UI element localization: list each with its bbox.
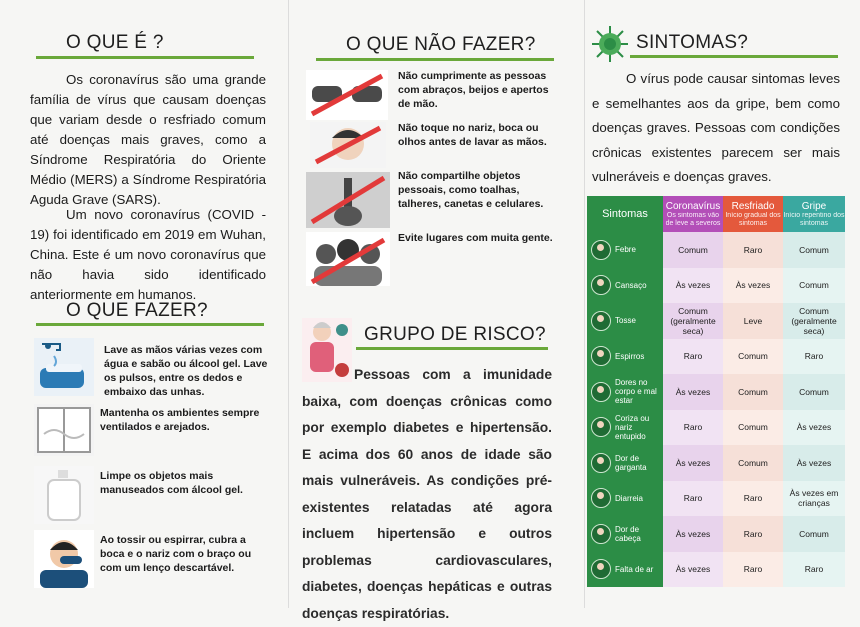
coronavirus-cell: Às vezes — [663, 445, 723, 481]
what-to-do-item: Lave as mãos várias vezes com água e sabão ou álcool gel. Lave os pulsos, entre os dedos e embaixo das unhas. — [104, 344, 268, 398]
cold-cell: Raro — [723, 232, 783, 268]
coronavirus-cell: Raro — [663, 339, 723, 375]
table-row — [587, 268, 845, 304]
flu-cell: Às vezes — [783, 445, 845, 481]
face-touch-crossed-icon — [310, 122, 386, 168]
title-underline — [630, 55, 838, 58]
symptom-avatar-icon — [591, 311, 611, 331]
symptom-avatar-icon — [591, 488, 611, 508]
cold-cell: Comum — [723, 445, 783, 481]
title-underline — [36, 56, 254, 59]
table-row — [587, 445, 845, 481]
symptom-name: Cansaço — [615, 280, 647, 290]
cold-cell: Leve — [723, 303, 783, 339]
what-not-item: Não toque no nariz, boca ou olhos antes de lavar as mãos. — [398, 122, 547, 148]
cough-icon — [34, 530, 94, 588]
cold-cell: Comum — [723, 339, 783, 375]
table-row — [587, 410, 845, 446]
table-row — [587, 516, 845, 552]
what-to-do-item: Mantenha os ambientes sempre ventilados e arejados. — [100, 407, 260, 433]
title-underline — [36, 323, 264, 326]
crowd-crossed-icon — [306, 232, 390, 286]
flu-cell: Comum — [783, 516, 845, 552]
symptom-name: Diarreia — [615, 493, 644, 503]
flu-cell: Às vezes em crianças — [783, 481, 845, 517]
header-symptoms: Sintomas — [587, 196, 663, 232]
symptom-avatar-icon — [591, 524, 611, 544]
symptom-name: Coriza ou nariz entupido — [615, 413, 650, 441]
fold-line — [584, 0, 585, 608]
gel-bottle-icon — [34, 466, 94, 524]
table-header-row — [587, 196, 845, 232]
header-coronavirus: Coronavírus Os sintomas vão de leve a severos — [663, 196, 723, 232]
flu-cell: Comum — [783, 374, 845, 410]
header-flu: Gripe Início repentino dos sintomas — [783, 196, 845, 232]
risk-group-text: Pessoas com a imunidade baixa, com doenças crônicas como por exemplo diabetes e hipertensão. E acima dos 60 anos de idade são mais vulneráveis. As condições pré-existentes relatadas até agora incluem hipertensão e outros problemas cardiovasculares, diabetes, doenças hepáticas e outras doenças respiratórias. — [302, 367, 552, 621]
table-row — [587, 303, 845, 339]
flu-cell: Raro — [783, 339, 845, 375]
what-is-title: O QUE É ? — [66, 32, 164, 53]
virus-icon — [590, 24, 630, 64]
symptom-avatar-icon — [591, 346, 611, 366]
window-icon — [34, 404, 94, 456]
symptom-name: Dor de cabeça — [615, 524, 641, 543]
flu-cell: Comum — [783, 232, 845, 268]
coronavirus-cell: Raro — [663, 481, 723, 517]
what-not-title: O QUE NÃO FAZER? — [346, 34, 536, 55]
coronavirus-cell: Às vezes — [663, 552, 723, 588]
handwash-icon — [34, 338, 94, 396]
symptom-avatar-icon — [591, 453, 611, 473]
flu-cell: Raro — [783, 552, 845, 588]
risk-group-title: GRUPO DE RISCO? — [364, 324, 546, 345]
cold-cell: Raro — [723, 481, 783, 517]
table-row — [587, 232, 845, 268]
what-not-item: Não cumprimente as pessoas com abraços, beijos e apertos de mão. — [398, 70, 549, 110]
coronavirus-cell: Às vezes — [663, 374, 723, 410]
symptom-name: Tosse — [615, 316, 636, 326]
table-row — [587, 552, 845, 588]
coronavirus-cell: Comum — [663, 232, 723, 268]
what-is-paragraph-1: Os coronavírus são uma grande família de vírus que causam doenças que variam desde o resfriado comum até doenças mais graves, como a Síndrome Respiratória do Oriente Médio (MERS) a Síndrome Respiratória Aguda Grave (SARS). — [30, 72, 266, 207]
flu-cell: Às vezes — [783, 410, 845, 446]
title-underline — [316, 58, 554, 61]
table-row — [587, 481, 845, 517]
title-underline — [356, 347, 548, 350]
symptom-name: Febre — [615, 245, 636, 255]
flu-cell: Comum — [783, 268, 845, 304]
what-to-do-item: Ao tossir ou espirrar, cubra a boca e o nariz com o braço ou com um lenço descartável. — [100, 534, 252, 574]
symptoms-paragraph: O vírus pode causar sintomas leves e semelhantes aos da gripe, bem como doenças graves. Pessoas com condições crônicas existentes parecem ser mais vulneráveis e doenças graves. — [592, 71, 840, 184]
table-row — [587, 339, 845, 375]
symptom-avatar-icon — [591, 417, 611, 437]
cold-cell: Às vezes — [723, 268, 783, 304]
hookah-crossed-icon — [306, 172, 390, 228]
coronavirus-cell: Às vezes — [663, 268, 723, 304]
symptom-avatar-icon — [591, 275, 611, 295]
header-cold: Resfriado Início gradual dos sintomas — [723, 196, 783, 232]
symptom-avatar-icon — [591, 240, 611, 260]
symptom-avatar-icon — [591, 382, 611, 402]
fold-line — [288, 0, 289, 608]
symptom-name: Espirros — [615, 351, 645, 361]
cold-cell: Raro — [723, 516, 783, 552]
what-to-do-item: Limpe os objetos mais manuseados com álcool gel. — [100, 470, 243, 496]
symptom-avatar-icon — [591, 559, 611, 579]
flu-cell: Comum (geralmente seca) — [783, 303, 845, 339]
coronavirus-cell: Às vezes — [663, 516, 723, 552]
cold-cell: Comum — [723, 374, 783, 410]
symptoms-table — [587, 196, 845, 587]
symptom-name: Falta de ar — [615, 564, 654, 574]
table-row — [587, 374, 845, 410]
what-is-paragraph-2: Um novo coronavírus (COVID - 19) foi identificado em 2019 em Wuhan, China. Este é um novo coronavírus que não havia sido identificado anteriormente em humanos. — [30, 207, 266, 302]
symptoms-title: SINTOMAS? — [636, 32, 749, 53]
cold-cell: Raro — [723, 552, 783, 588]
cold-cell: Comum — [723, 410, 783, 446]
symptom-name: Dor de garganta — [615, 453, 647, 472]
what-not-item: Não compartilhe objetos pessoais, como toalhas, talheres, canetas e celulares. — [398, 170, 544, 210]
coronavirus-cell: Comum (geralmente seca) — [663, 303, 723, 339]
what-to-do-title: O QUE FAZER? — [66, 300, 208, 321]
what-not-item: Evite lugares com muita gente. — [398, 232, 553, 244]
handshake-crossed-icon — [306, 70, 388, 120]
coronavirus-cell: Raro — [663, 410, 723, 446]
symptom-name: Dores no corpo e mal estar — [615, 378, 657, 406]
